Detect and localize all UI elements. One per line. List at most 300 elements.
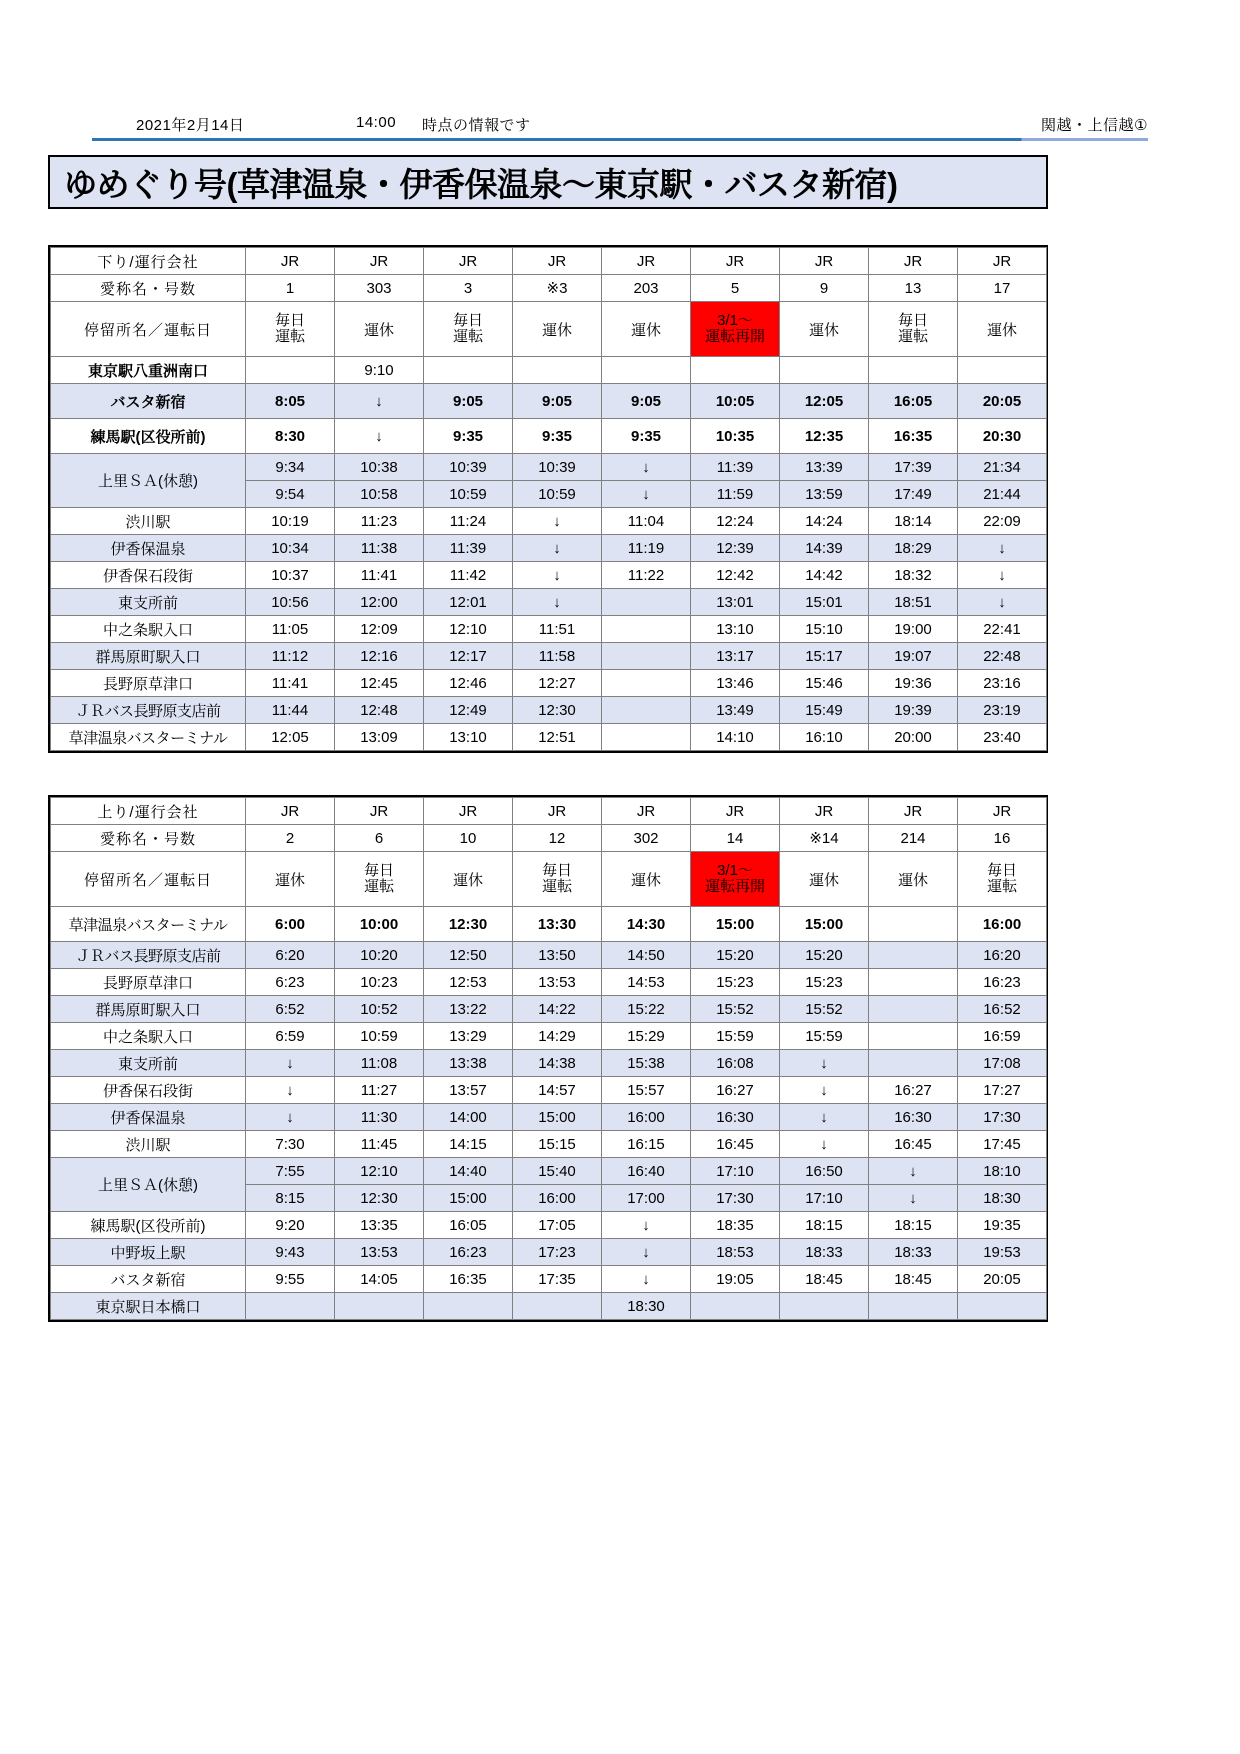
down-time-2-6: 12:35	[780, 419, 869, 454]
down-time-12-2: 12:49	[424, 697, 513, 724]
up-status-daily-8	[958, 852, 1047, 907]
down-time-10-6: 15:17	[780, 643, 869, 670]
up-time-6-2: 13:57	[424, 1077, 513, 1104]
up-time-13-1: 14:05	[335, 1266, 424, 1293]
down-time-4-2: 10:59	[424, 481, 513, 508]
up-time-9-2: 14:40	[424, 1158, 513, 1185]
down-time-9-3: 11:51	[513, 616, 602, 643]
daily-l1: 毎日	[452, 312, 483, 330]
up-time-13-6: 18:45	[780, 1266, 869, 1293]
down-stop-name-5: 渋川駅	[51, 508, 246, 535]
up-time-12-1: 13:53	[335, 1239, 424, 1266]
down-time-2-2: 9:35	[424, 419, 513, 454]
up-stop-col-label: 停留所名／運転日	[51, 852, 246, 907]
up-time-1-0: 6:20	[246, 942, 335, 969]
down-time-6-6: 14:39	[780, 535, 869, 562]
up-time-12-2: 16:23	[424, 1239, 513, 1266]
up-service-no-5: 14	[691, 825, 780, 852]
header-date: 2021年2月14日	[136, 117, 245, 134]
page-header	[92, 112, 1148, 142]
up-direction-label: 上り/運行会社	[51, 798, 246, 825]
up-time-5-6: ↓	[780, 1050, 869, 1077]
down-time-4-3: 10:59	[513, 481, 602, 508]
up-status-daily-3	[513, 852, 602, 907]
down-time-3-1: 10:38	[335, 454, 424, 481]
up-time-8-8: 17:45	[958, 1131, 1047, 1158]
up-time-14-6	[780, 1293, 869, 1320]
down-time-1-5: 10:05	[691, 384, 780, 419]
up-time-2-8: 16:23	[958, 969, 1047, 996]
up-time-11-1: 13:35	[335, 1212, 424, 1239]
page-title	[48, 155, 1048, 209]
down-time-2-8: 20:30	[958, 419, 1047, 454]
up-time-3-7	[869, 996, 958, 1023]
down-time-4-0: 9:54	[246, 481, 335, 508]
up-service-no-6: ※14	[780, 825, 869, 852]
up-time-0-2: 12:30	[424, 907, 513, 942]
down-time-3-3: 10:39	[513, 454, 602, 481]
up-operator-6: JR	[780, 798, 869, 825]
up-time-12-3: 17:23	[513, 1239, 602, 1266]
down-stop-name-1: バスタ新宿	[51, 384, 246, 419]
resume-text: 運転再開	[704, 878, 765, 895]
up-time-1-2: 12:50	[424, 942, 513, 969]
up-time-6-0: ↓	[246, 1077, 335, 1104]
down-time-6-1: 11:38	[335, 535, 424, 562]
down-time-12-7: 19:39	[869, 697, 958, 724]
down-time-5-0: 10:19	[246, 508, 335, 535]
down-time-0-3	[513, 357, 602, 384]
up-time-12-7: 18:33	[869, 1239, 958, 1266]
up-time-10-0: 8:15	[246, 1185, 335, 1212]
down-time-4-1: 10:58	[335, 481, 424, 508]
up-stop-name-8: 渋川駅	[51, 1131, 246, 1158]
down-operator-3: JR	[513, 248, 602, 275]
table-row	[51, 942, 1047, 969]
down-time-10-5: 13:17	[691, 643, 780, 670]
down-status-daily-2	[424, 302, 513, 357]
table-row	[51, 535, 1047, 562]
down-service-no-1: 303	[335, 275, 424, 302]
up-time-4-6: 15:59	[780, 1023, 869, 1050]
up-operator-3: JR	[513, 798, 602, 825]
up-time-5-2: 13:38	[424, 1050, 513, 1077]
up-time-12-5: 18:53	[691, 1239, 780, 1266]
up-time-3-8: 16:52	[958, 996, 1047, 1023]
up-time-13-7: 18:45	[869, 1266, 958, 1293]
down-service-no-6: 9	[780, 275, 869, 302]
up-time-1-3: 13:50	[513, 942, 602, 969]
up-time-10-4: 17:00	[602, 1185, 691, 1212]
table-row	[51, 1050, 1047, 1077]
down-time-6-8: ↓	[958, 535, 1047, 562]
up-stop-name-3: 群馬原町駅入口	[51, 996, 246, 1023]
table-row	[51, 697, 1047, 724]
up-time-5-8: 17:08	[958, 1050, 1047, 1077]
down-time-6-0: 10:34	[246, 535, 335, 562]
daily-l1: 毎日	[363, 862, 394, 880]
down-service-no-2: 3	[424, 275, 513, 302]
up-status-suspended-6: 運休	[780, 852, 869, 907]
up-time-8-7: 16:45	[869, 1131, 958, 1158]
up-time-9-0: 7:55	[246, 1158, 335, 1185]
down-stop-col-label: 停留所名／運転日	[51, 302, 246, 357]
up-time-6-1: 11:27	[335, 1077, 424, 1104]
down-time-3-2: 10:39	[424, 454, 513, 481]
up-time-0-6: 15:00	[780, 907, 869, 942]
down-time-7-0: 10:37	[246, 562, 335, 589]
up-status-resume-5	[691, 852, 780, 907]
up-stop-name-2: 長野原草津口	[51, 969, 246, 996]
up-time-2-5: 15:23	[691, 969, 780, 996]
up-time-4-8: 16:59	[958, 1023, 1047, 1050]
up-time-7-2: 14:00	[424, 1104, 513, 1131]
up-stop-name-0: 草津温泉バスターミナル	[51, 907, 246, 942]
up-time-13-8: 20:05	[958, 1266, 1047, 1293]
up-time-11-2: 16:05	[424, 1212, 513, 1239]
down-time-13-3: 12:51	[513, 724, 602, 751]
up-time-13-2: 16:35	[424, 1266, 513, 1293]
daily-l2: 運転	[274, 328, 305, 345]
header-route-label: 関越・上信越①	[1041, 117, 1148, 134]
down-stop-name-10: 群馬原町駅入口	[51, 643, 246, 670]
down-status-suspended-4: 運休	[602, 302, 691, 357]
up-time-11-4: ↓	[602, 1212, 691, 1239]
up-time-3-4: 15:22	[602, 996, 691, 1023]
up-time-1-7	[869, 942, 958, 969]
down-time-1-4: 9:05	[602, 384, 691, 419]
down-time-8-1: 12:00	[335, 589, 424, 616]
down-time-5-4: 11:04	[602, 508, 691, 535]
up-time-0-4: 14:30	[602, 907, 691, 942]
down-time-7-7: 18:32	[869, 562, 958, 589]
up-time-2-7	[869, 969, 958, 996]
down-stop-name-0: 東京駅八重洲南口	[51, 357, 246, 384]
down-direction-label: 下り/運行会社	[51, 248, 246, 275]
up-time-5-5: 16:08	[691, 1050, 780, 1077]
down-time-11-8: 23:16	[958, 670, 1047, 697]
daily-l2: 運転	[452, 328, 483, 345]
down-time-4-4: ↓	[602, 481, 691, 508]
down-stop-name-12: ＪＲバス長野原支店前	[51, 697, 246, 724]
up-time-11-3: 17:05	[513, 1212, 602, 1239]
header-note: 時点の情報です	[422, 117, 531, 134]
down-operator-5: JR	[691, 248, 780, 275]
up-time-9-7: ↓	[869, 1158, 958, 1185]
down-time-12-5: 13:49	[691, 697, 780, 724]
daily-l2: 運転	[897, 328, 928, 345]
down-time-3-4: ↓	[602, 454, 691, 481]
up-time-4-0: 6:59	[246, 1023, 335, 1050]
down-time-11-4	[602, 670, 691, 697]
down-service-no-0: 1	[246, 275, 335, 302]
table-row	[51, 969, 1047, 996]
up-time-8-4: 16:15	[602, 1131, 691, 1158]
down-service-no-4: 203	[602, 275, 691, 302]
up-time-4-5: 15:59	[691, 1023, 780, 1050]
operator-header-row	[51, 248, 1047, 275]
up-stop-name-6: 伊香保石段街	[51, 1077, 246, 1104]
daily-l1: 毎日	[274, 312, 305, 330]
up-time-5-3: 14:38	[513, 1050, 602, 1077]
daily-l1: 毎日	[986, 862, 1017, 880]
down-time-8-3: ↓	[513, 589, 602, 616]
up-time-14-8	[958, 1293, 1047, 1320]
up-time-7-0: ↓	[246, 1104, 335, 1131]
up-operator-0: JR	[246, 798, 335, 825]
up-time-11-7: 18:15	[869, 1212, 958, 1239]
down-time-3-8: 21:34	[958, 454, 1047, 481]
table-row	[51, 357, 1047, 384]
up-service-no-3: 12	[513, 825, 602, 852]
up-service-no-1: 6	[335, 825, 424, 852]
table-row	[51, 508, 1047, 535]
operator-header-row	[51, 798, 1047, 825]
operation-day-row	[51, 852, 1047, 907]
down-time-0-2	[424, 357, 513, 384]
table-row	[51, 1131, 1047, 1158]
down-time-9-8: 22:41	[958, 616, 1047, 643]
down-time-9-7: 19:00	[869, 616, 958, 643]
up-stop-name-13: バスタ新宿	[51, 1266, 246, 1293]
up-stop-name-1: ＪＲバス長野原支店前	[51, 942, 246, 969]
down-time-0-6	[780, 357, 869, 384]
up-time-7-1: 11:30	[335, 1104, 424, 1131]
down-time-10-8: 22:48	[958, 643, 1047, 670]
down-time-8-7: 18:51	[869, 589, 958, 616]
down-time-3-6: 13:39	[780, 454, 869, 481]
down-time-13-8: 23:40	[958, 724, 1047, 751]
down-time-8-5: 13:01	[691, 589, 780, 616]
down-time-7-2: 11:42	[424, 562, 513, 589]
down-time-2-7: 16:35	[869, 419, 958, 454]
up-time-14-5	[691, 1293, 780, 1320]
down-time-9-1: 12:09	[335, 616, 424, 643]
down-time-12-1: 12:48	[335, 697, 424, 724]
down-time-4-8: 21:44	[958, 481, 1047, 508]
table-row	[51, 907, 1047, 942]
down-time-11-1: 12:45	[335, 670, 424, 697]
down-time-7-3: ↓	[513, 562, 602, 589]
down-time-6-4: 11:19	[602, 535, 691, 562]
down-time-0-1: 9:10	[335, 357, 424, 384]
down-operator-8: JR	[958, 248, 1047, 275]
up-time-5-0: ↓	[246, 1050, 335, 1077]
down-time-3-5: 11:39	[691, 454, 780, 481]
up-status-suspended-7: 運休	[869, 852, 958, 907]
up-time-12-0: 9:43	[246, 1239, 335, 1266]
up-time-1-8: 16:20	[958, 942, 1047, 969]
down-time-10-7: 19:07	[869, 643, 958, 670]
down-stop-name-7: 伊香保石段街	[51, 562, 246, 589]
up-time-8-3: 15:15	[513, 1131, 602, 1158]
up-service-no-8: 16	[958, 825, 1047, 852]
down-time-11-3: 12:27	[513, 670, 602, 697]
down-time-2-0: 8:30	[246, 419, 335, 454]
up-time-7-3: 15:00	[513, 1104, 602, 1131]
down-time-11-7: 19:36	[869, 670, 958, 697]
down-time-0-4	[602, 357, 691, 384]
down-time-8-0: 10:56	[246, 589, 335, 616]
up-time-0-3: 13:30	[513, 907, 602, 942]
up-time-6-7: 16:27	[869, 1077, 958, 1104]
up-time-10-5: 17:30	[691, 1185, 780, 1212]
up-service-no-7: 214	[869, 825, 958, 852]
up-stop-name-4: 中之条駅入口	[51, 1023, 246, 1050]
up-time-10-7: ↓	[869, 1185, 958, 1212]
down-stop-name-3: 上里ＳＡ(休憩)	[51, 454, 246, 508]
up-time-13-5: 19:05	[691, 1266, 780, 1293]
down-service-no-5: 5	[691, 275, 780, 302]
down-operator-6: JR	[780, 248, 869, 275]
down-time-13-5: 14:10	[691, 724, 780, 751]
up-time-11-6: 18:15	[780, 1212, 869, 1239]
down-service-no-3: ※3	[513, 275, 602, 302]
up-time-0-7	[869, 907, 958, 942]
up-time-7-4: 16:00	[602, 1104, 691, 1131]
up-time-14-7	[869, 1293, 958, 1320]
down-time-8-8: ↓	[958, 589, 1047, 616]
up-time-9-6: 16:50	[780, 1158, 869, 1185]
down-service-no-8: 17	[958, 275, 1047, 302]
table-row	[51, 996, 1047, 1023]
down-time-3-0: 9:34	[246, 454, 335, 481]
down-status-daily-7	[869, 302, 958, 357]
down-time-6-3: ↓	[513, 535, 602, 562]
table-row	[51, 1077, 1047, 1104]
down-time-7-6: 14:42	[780, 562, 869, 589]
daily-l2: 運転	[541, 878, 572, 895]
down-operator-2: JR	[424, 248, 513, 275]
up-time-7-7: 16:30	[869, 1104, 958, 1131]
up-stop-name-5: 東支所前	[51, 1050, 246, 1077]
down-timetable	[48, 245, 1048, 753]
up-operator-8: JR	[958, 798, 1047, 825]
up-time-1-6: 15:20	[780, 942, 869, 969]
up-time-2-3: 13:53	[513, 969, 602, 996]
down-time-1-7: 16:05	[869, 384, 958, 419]
down-time-10-0: 11:12	[246, 643, 335, 670]
header-time: 14:00	[356, 114, 397, 131]
up-operator-2: JR	[424, 798, 513, 825]
table-row	[51, 1293, 1047, 1320]
up-time-4-7	[869, 1023, 958, 1050]
down-time-13-4	[602, 724, 691, 751]
down-status-suspended-6: 運休	[780, 302, 869, 357]
down-time-0-0	[246, 357, 335, 384]
up-status-suspended-4: 運休	[602, 852, 691, 907]
down-service-no-7: 13	[869, 275, 958, 302]
table-row	[51, 1239, 1047, 1266]
resume-date: 3/1～	[717, 311, 753, 329]
table-row	[51, 724, 1047, 751]
down-time-4-5: 11:59	[691, 481, 780, 508]
up-time-11-8: 19:35	[958, 1212, 1047, 1239]
down-time-8-6: 15:01	[780, 589, 869, 616]
down-time-13-6: 16:10	[780, 724, 869, 751]
down-status-suspended-1: 運休	[335, 302, 424, 357]
up-time-9-8: 18:10	[958, 1158, 1047, 1185]
down-time-11-2: 12:46	[424, 670, 513, 697]
down-service-no-label: 愛称名・号数	[51, 275, 246, 302]
up-time-1-5: 15:20	[691, 942, 780, 969]
up-time-13-4: ↓	[602, 1266, 691, 1293]
up-time-6-8: 17:27	[958, 1077, 1047, 1104]
down-time-10-4	[602, 643, 691, 670]
down-time-10-2: 12:17	[424, 643, 513, 670]
down-time-2-1: ↓	[335, 419, 424, 454]
operation-day-row	[51, 302, 1047, 357]
up-time-14-3	[513, 1293, 602, 1320]
up-service-no-4: 302	[602, 825, 691, 852]
daily-l2: 運転	[986, 878, 1017, 895]
down-stop-name-8: 東支所前	[51, 589, 246, 616]
down-time-11-6: 15:46	[780, 670, 869, 697]
down-time-5-7: 18:14	[869, 508, 958, 535]
down-time-4-6: 13:59	[780, 481, 869, 508]
up-time-1-4: 14:50	[602, 942, 691, 969]
resume-text: 運転再開	[704, 328, 765, 345]
down-status-daily-0	[246, 302, 335, 357]
up-time-3-0: 6:52	[246, 996, 335, 1023]
down-time-1-3: 9:05	[513, 384, 602, 419]
down-time-6-2: 11:39	[424, 535, 513, 562]
table-row	[51, 670, 1047, 697]
up-time-14-4: 18:30	[602, 1293, 691, 1320]
down-time-7-4: 11:22	[602, 562, 691, 589]
service-number-row	[51, 275, 1047, 302]
table-row	[51, 1023, 1047, 1050]
down-time-7-5: 12:42	[691, 562, 780, 589]
up-operator-5: JR	[691, 798, 780, 825]
down-stop-name-11: 長野原草津口	[51, 670, 246, 697]
page-title-text: ゆめぐり号(草津温泉・伊香保温泉～東京駅・バスタ新宿)	[64, 165, 898, 203]
down-time-13-2: 13:10	[424, 724, 513, 751]
up-time-6-3: 14:57	[513, 1077, 602, 1104]
up-time-6-5: 16:27	[691, 1077, 780, 1104]
table-row	[51, 384, 1047, 419]
up-time-0-5: 15:00	[691, 907, 780, 942]
up-time-12-6: 18:33	[780, 1239, 869, 1266]
up-time-5-1: 11:08	[335, 1050, 424, 1077]
daily-l1: 毎日	[541, 862, 572, 880]
up-time-9-4: 16:40	[602, 1158, 691, 1185]
up-time-8-0: 7:30	[246, 1131, 335, 1158]
down-time-0-5	[691, 357, 780, 384]
up-time-7-5: 16:30	[691, 1104, 780, 1131]
down-time-2-4: 9:35	[602, 419, 691, 454]
up-time-5-7	[869, 1050, 958, 1077]
up-operator-1: JR	[335, 798, 424, 825]
table-row	[51, 1266, 1047, 1293]
down-time-9-4	[602, 616, 691, 643]
up-time-9-3: 15:40	[513, 1158, 602, 1185]
down-time-5-1: 11:23	[335, 508, 424, 535]
up-time-1-1: 10:20	[335, 942, 424, 969]
up-status-suspended-0: 運休	[246, 852, 335, 907]
up-time-7-8: 17:30	[958, 1104, 1047, 1131]
down-time-4-7: 17:49	[869, 481, 958, 508]
up-time-12-4: ↓	[602, 1239, 691, 1266]
up-time-4-2: 13:29	[424, 1023, 513, 1050]
up-time-10-1: 12:30	[335, 1185, 424, 1212]
down-time-6-5: 12:39	[691, 535, 780, 562]
up-time-10-8: 18:30	[958, 1185, 1047, 1212]
down-time-9-5: 13:10	[691, 616, 780, 643]
down-time-12-0: 11:44	[246, 697, 335, 724]
up-time-0-0: 6:00	[246, 907, 335, 942]
up-time-2-1: 10:23	[335, 969, 424, 996]
